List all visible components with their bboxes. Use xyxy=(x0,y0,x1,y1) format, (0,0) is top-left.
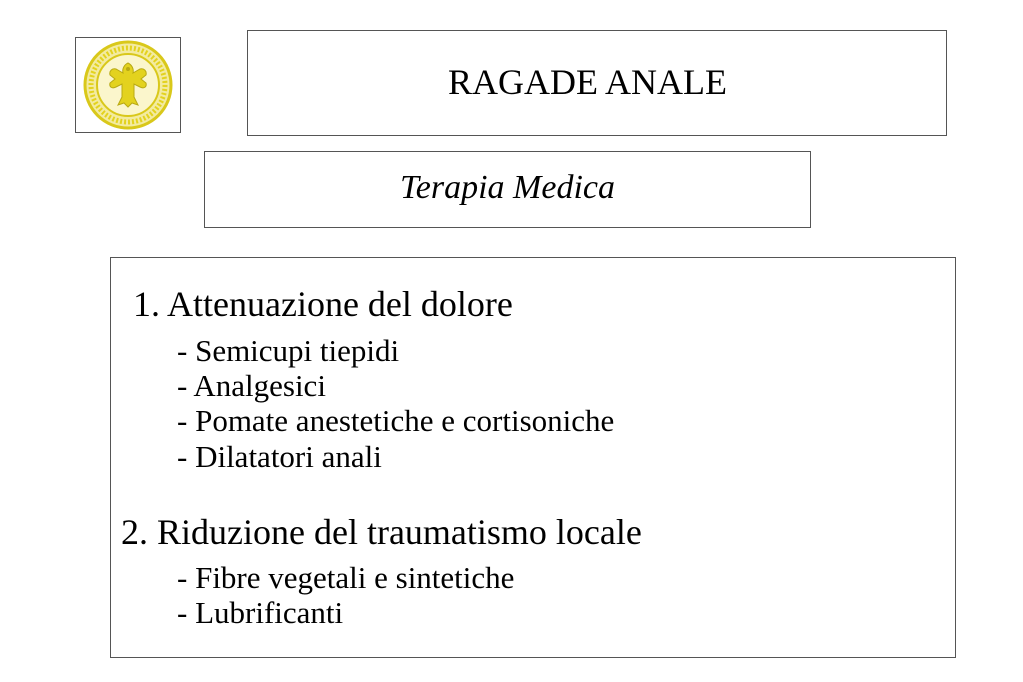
content-frame xyxy=(110,257,956,658)
list-item: - Dilatatori anali xyxy=(177,439,382,474)
list-item: - Semicupi tiepidi xyxy=(177,333,400,368)
section-heading-1: 1. Attenuazione del dolore xyxy=(133,284,513,324)
list-item: - Lubrificanti xyxy=(177,595,344,630)
list-item: - Fibre vegetali e sintetiche xyxy=(177,560,515,595)
list-item: - Pomate anestetiche e cortisoniche xyxy=(177,403,615,438)
slide-subtitle: Terapia Medica xyxy=(399,168,615,206)
logo-frame xyxy=(75,37,181,133)
title-frame xyxy=(247,30,947,136)
list-item: - Analgesici xyxy=(177,368,326,403)
university-seal-icon xyxy=(82,39,174,131)
section-heading-2: 2. Riduzione del traumatismo locale xyxy=(121,512,642,552)
slide-title: RAGADE ANALE xyxy=(448,62,727,102)
subtitle-frame xyxy=(204,151,811,228)
